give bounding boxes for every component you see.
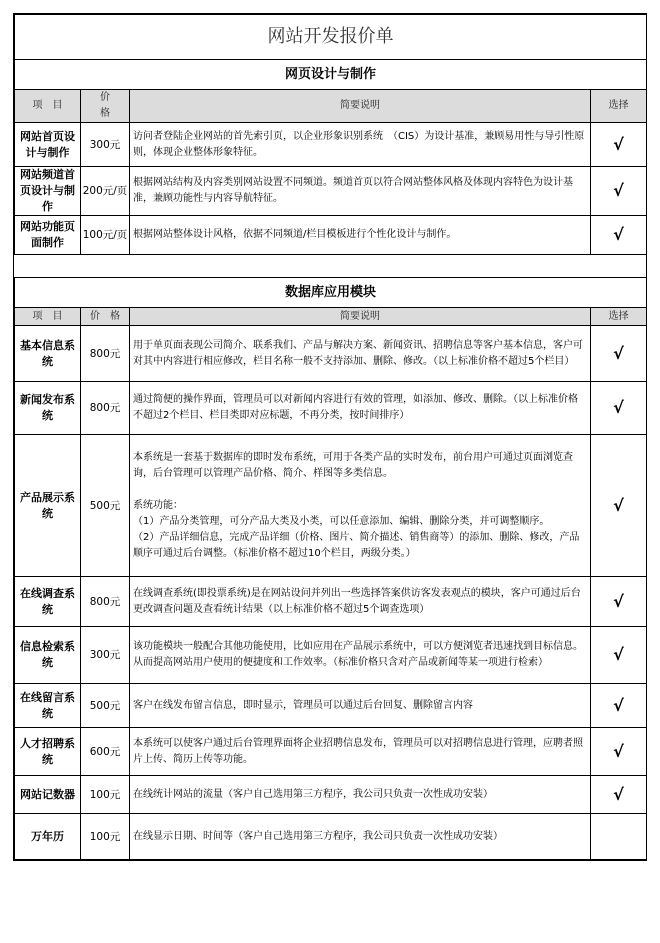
item-price: 100元 [81,814,130,860]
select-checkmark[interactable]: √ [591,167,647,216]
section-title: 网页设计与制作 [15,60,647,90]
item-name: 基本信息系统 [15,326,81,382]
description-line: 访问者登陆企业网站的首先索引页，以企业形象识别系统 （CIS）为设计基准，兼顾易用性与导引性原则，体现企业整体形象特征。 [133,130,585,158]
description-line: 本系统可以使客户通过后台管理界面将企业招聘信息发布，管理员可以对招聘信息进行管理，应聘者照片上传、简历上传等功能。 [133,737,583,765]
item-name: 新闻发布系统 [15,382,81,435]
spacer-cell [15,255,647,278]
item-name: 网站功能页面制作 [15,216,81,255]
item-description [130,382,591,435]
quote-sheet [13,13,647,861]
section-spacer [15,255,647,278]
table-row [15,776,647,814]
select-checkmark[interactable]: √ [591,123,647,167]
column-header-price: 价 格 [81,90,130,123]
table-row [15,627,647,684]
select-checkmark[interactable]: √ [591,216,647,255]
item-price: 200元/页 [81,167,130,216]
table-row [15,435,647,577]
select-checkmark[interactable]: √ [591,776,647,814]
description-line: 在线显示日期、时间等（客户自己选用第三方程序，我公司只负责一次性成功安装） [133,830,503,842]
item-name: 网站记数器 [15,776,81,814]
column-header-row [15,308,647,326]
item-description [130,167,591,216]
table-row [15,167,647,216]
item-description [130,435,591,577]
description-line: （1）产品分类管理，可分产品大类及小类，可以任意添加、编辑、删除分类，并可调整顺序。 [133,515,550,527]
item-description [130,123,591,167]
description-line: 根据网站结构及内容类别网站设置不同频道。频道首页以符合网站整体风格及体现内容特色为设计基准，兼顾功能性与内容导航特征。 [133,177,573,204]
section-title: 数据库应用模块 [15,278,647,308]
column-header-desc: 简要说明 [130,90,591,123]
item-price: 800元 [81,326,130,382]
description-line [133,482,587,498]
item-price: 100元/页 [81,216,130,255]
item-description [130,627,591,684]
section-header-row [15,60,647,90]
item-price: 100元 [81,776,130,814]
description-line: 客户在线发布留言信息，即时显示，管理员可以通过后台回复、删除留言内容 [133,699,473,711]
page-title: 网站开发报价单 [15,15,647,60]
description-line: 根据网站整体设计风格，依据不同频道/栏目模板进行个性化设计与制作。 [133,229,457,240]
item-price: 600元 [81,728,130,776]
description-line: （2）产品详细信息，完成产品详细（价格、图片、简介描述、销售商等）的添加、删除、修改，产品顺序可通过后台调整。（标准价格不超过10个栏目，两级分类。） [133,531,580,559]
item-description [130,216,591,255]
item-price: 800元 [81,577,130,627]
item-description [130,728,591,776]
column-header-select: 选择 [591,308,647,326]
item-name: 在线留言系统 [15,684,81,728]
item-name: 在线调查系统 [15,577,81,627]
description-line: 系统功能： [133,499,183,511]
select-checkmark[interactable]: √ [591,382,647,435]
table-row [15,728,647,776]
column-header-select: 选择 [591,90,647,123]
description-line: 在线统计网站的流量（客户自己选用第三方程序，我公司只负责一次性成功安装） [133,788,493,800]
column-header-price: 价 格 [81,308,130,326]
item-name: 信息检索系统 [15,627,81,684]
column-header-item: 项 目 [15,308,81,326]
item-name: 网站频道首页设计与制作 [15,167,81,216]
select-checkmark[interactable]: √ [591,627,647,684]
item-name: 产品展示系统 [15,435,81,577]
select-checkmark[interactable]: √ [591,326,647,382]
item-price: 500元 [81,684,130,728]
item-price: 300元 [81,627,130,684]
select-checkmark[interactable]: √ [591,577,647,627]
item-price: 800元 [81,382,130,435]
item-description [130,776,591,814]
description-line: 通过简便的操作界面，管理员可以对新闻内容进行有效的管理，如添加、修改、删除。（以上标准价格不超过2个栏目、栏目类即对应标题，不再分类，按时间排序） [133,394,578,421]
item-description [130,326,591,382]
column-header-row [15,90,647,123]
table-row [15,684,647,728]
description-line: 本系统是一套基于数据库的即时发布系统，可用于各类产品的实时发布，前台用户可通过页面浏览查询，后台管理可以管理产品价格、简介、样图等多类信息。 [133,451,573,479]
item-name: 人才招聘系统 [15,728,81,776]
column-header-item: 项 目 [15,90,81,123]
quote-table [14,14,647,860]
description-line: 用于单页面表现公司简介、联系我们、产品与解决方案、新闻资讯、招聘信息等客户基本信息，客户可对其中内容进行相应修改，栏目名称一般不支持添加、删除、修改。（以上标准价格不超过5个栏目） [133,339,583,367]
description-line: 该功能模块一般配合其他功能使用，比如应用在产品展示系统中，可以方便浏览者迅速找到目标信息。从而提高网站用户使用的便捷度和工作效率。（标准价格只含对产品或新闻等某一项进行检索） [133,641,583,668]
table-row [15,123,647,167]
select-checkmark[interactable]: √ [591,684,647,728]
table-row [15,326,647,382]
item-name: 万年历 [15,814,81,860]
item-price: 500元 [81,435,130,577]
select-checkmark[interactable]: √ [591,435,647,577]
table-row [15,577,647,627]
description-line: 在线调查系统(即投票系统)是在网站设问并列出一些选择答案供访客发表观点的模块，客户可通过后台更改调查问题及查看统计结果（以上标准价格不超过5个调查选项） [133,587,581,615]
item-description [130,814,591,860]
select-checkmark[interactable]: √ [591,728,647,776]
item-price: 300元 [81,123,130,167]
table-row [15,814,647,860]
item-name: 网站首页设计与制作 [15,123,81,167]
table-row [15,382,647,435]
item-description [130,684,591,728]
select-checkmark[interactable] [591,814,647,860]
column-header-desc: 简要说明 [130,308,591,326]
table-row [15,216,647,255]
section-header-row [15,278,647,308]
item-description [130,577,591,627]
